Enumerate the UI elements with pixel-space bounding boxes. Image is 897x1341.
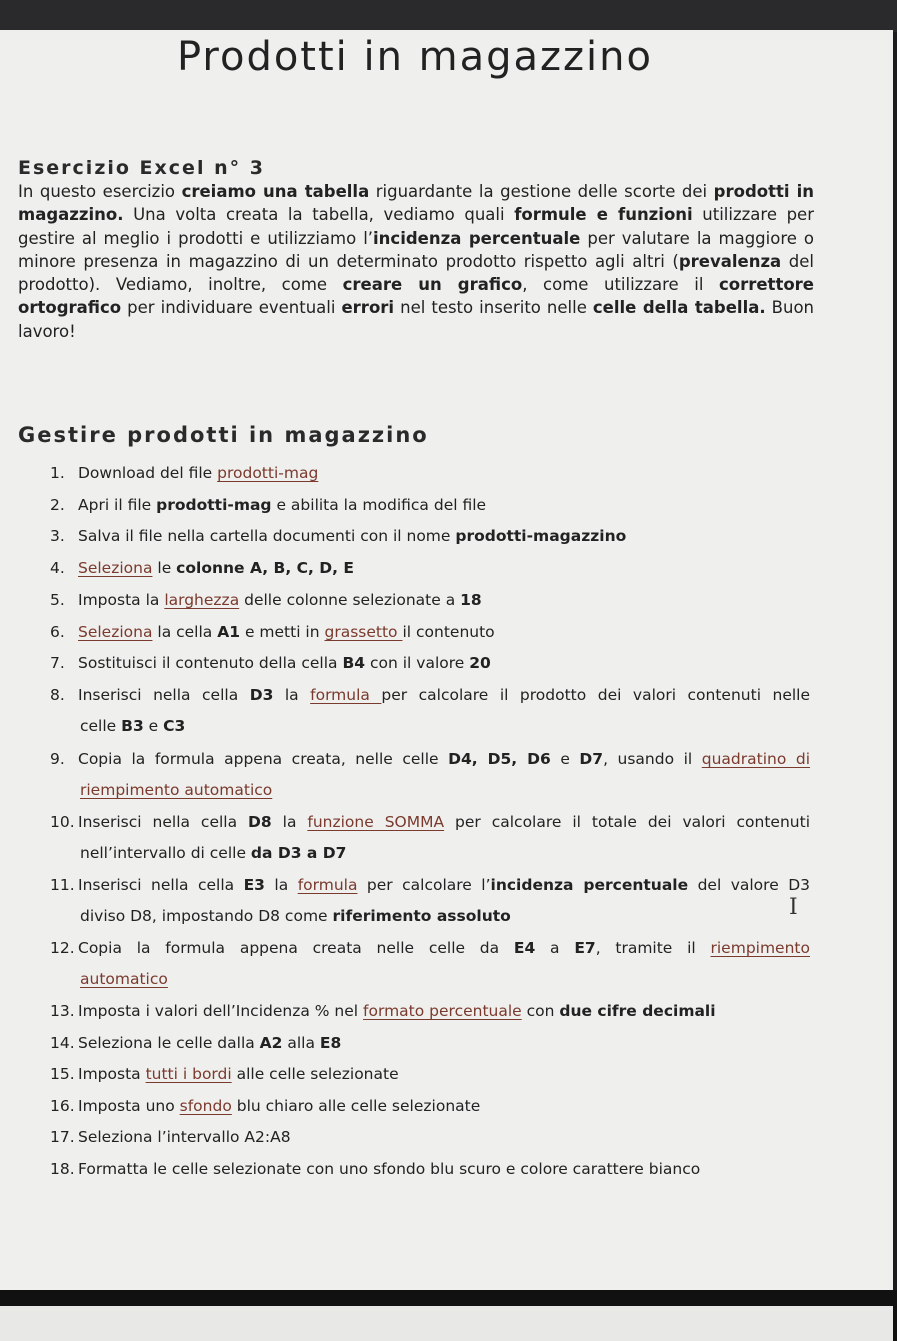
step-continuation	[50, 711, 810, 742]
step-text: e abilita la modifica del file	[271, 496, 487, 514]
step-text: Inserisci nella cella	[78, 876, 244, 894]
intro-bold-text: incidenza percentuale	[373, 228, 581, 248]
step-line	[50, 1028, 810, 1059]
step-3	[50, 521, 810, 552]
step-text: Copia la formula appena creata nelle celle da	[78, 939, 514, 957]
help-link[interactable]: formula	[310, 686, 382, 704]
intro-text: , come utilizzare il	[522, 275, 719, 295]
step-16	[50, 1091, 810, 1122]
step-bold-text: D3	[249, 686, 274, 704]
step-continuation	[50, 775, 810, 806]
help-link[interactable]: riempimento	[710, 939, 810, 957]
step-text: e metti in	[240, 623, 325, 641]
step-bold-text: due cifre decimali	[559, 1002, 716, 1020]
step-text: Imposta i valori dell’Incidenza % nel	[78, 1002, 364, 1020]
step-line	[50, 585, 810, 616]
help-link[interactable]: automatico	[80, 970, 168, 988]
step-text: celle	[80, 717, 122, 735]
intro-bold-text: formule e funzioni	[514, 205, 693, 225]
step-line	[50, 870, 810, 901]
step-11	[50, 870, 810, 932]
step-text: Download del file	[78, 464, 218, 482]
step-line	[50, 1154, 810, 1185]
step-number: 5.	[50, 591, 65, 609]
step-text: per calcolare il prodotto dei valori contenuti nelle	[381, 686, 810, 704]
step-text: Formatta le celle selezionate con uno sfondo blu scuro e colore carattere bianco	[78, 1160, 701, 1178]
step-number: 10.	[50, 813, 75, 831]
help-link[interactable]: grassetto	[324, 623, 403, 641]
intro-text: per valutare la maggiore o minore presenza in magazzino di un determinato prodotto rispetto agli altri (	[18, 228, 815, 271]
step-number: 13.	[50, 1002, 75, 1020]
intro-bold-text: prodotti in magazzino.	[18, 182, 814, 225]
help-link[interactable]: prodotti-mag	[217, 464, 319, 482]
step-line	[50, 648, 810, 679]
intro-bold-text: celle della tabella.	[592, 298, 766, 318]
step-bold-text: E8	[319, 1034, 342, 1052]
step-text: Copia la formula appena creata, nelle celle	[78, 750, 449, 768]
intro-text: In questo esercizio	[18, 182, 182, 201]
intro-bold-text: prevalenza	[678, 251, 782, 271]
step-line	[50, 1091, 810, 1122]
step-text: delle colonne selezionate a	[239, 591, 461, 609]
intro-text: nel testo inserito nelle	[394, 298, 593, 318]
step-17	[50, 1122, 810, 1153]
intro-bold-text: creare un grafico	[342, 275, 523, 295]
intro-text: Buon lavoro!	[18, 298, 814, 341]
step-line	[50, 490, 810, 521]
step-text: per calcolare l’	[357, 876, 491, 894]
step-line	[50, 553, 810, 584]
step-text: Imposta	[78, 1065, 146, 1083]
step-8	[50, 680, 810, 742]
step-15	[50, 1059, 810, 1090]
section-heading: Gestire prodotti in magazzino	[18, 423, 429, 447]
intro-bold-text: errori	[341, 298, 395, 318]
step-bold-text: D4, D5, D6	[448, 750, 551, 768]
step-number: 8.	[50, 686, 65, 704]
step-line	[50, 996, 810, 1027]
step-text: alla	[282, 1034, 320, 1052]
step-text: Seleziona l’intervallo A2:A8	[78, 1128, 291, 1146]
intro-paragraph	[18, 180, 814, 343]
step-text: con il valore	[365, 654, 470, 672]
step-text: diviso D8, impostando D8 come	[80, 907, 333, 925]
step-2	[50, 490, 810, 521]
step-18	[50, 1154, 810, 1185]
step-text: la	[273, 686, 311, 704]
help-link[interactable]: formato percentuale	[363, 1002, 522, 1020]
step-text: a	[535, 939, 575, 957]
step-bold-text: B4	[342, 654, 366, 672]
step-text: e	[143, 717, 164, 735]
step-continuation	[50, 964, 810, 995]
step-number: 9.	[50, 750, 65, 768]
help-link[interactable]: riempimento automatico	[80, 781, 273, 799]
step-text: Inserisci nella cella	[78, 686, 250, 704]
step-number: 17.	[50, 1128, 75, 1146]
intro-text: per individuare eventuali	[121, 298, 342, 318]
help-link[interactable]: funzione SOMMA	[307, 813, 445, 831]
intro-text: del prodotto). Vediamo, inoltre, come	[18, 251, 814, 295]
step-number: 15.	[50, 1065, 75, 1083]
step-bold-text: 20	[469, 654, 491, 672]
step-bold-text: incidenza percentuale	[490, 876, 689, 894]
help-link[interactable]: formula	[297, 876, 358, 894]
step-text: nell’intervallo di celle	[80, 844, 251, 862]
step-text: alle celle selezionate	[231, 1065, 399, 1083]
intro-bold-text: creiamo una tabella	[181, 182, 370, 201]
step-bold-text: A1	[217, 623, 241, 641]
step-line	[50, 617, 810, 648]
step-continuation	[50, 901, 810, 932]
step-text: Seleziona le celle dalla	[78, 1034, 260, 1052]
top-dark-band	[0, 0, 897, 32]
step-number: 3.	[50, 527, 65, 545]
step-text: Salva il file nella cartella documenti con il nome	[78, 527, 456, 545]
step-text: Imposta uno	[78, 1097, 180, 1115]
step-number: 14.	[50, 1034, 75, 1052]
step-bold-text: prodotti-magazzino	[455, 527, 627, 545]
help-link[interactable]: larghezza	[164, 591, 240, 609]
document-page	[0, 30, 893, 1290]
step-line	[50, 680, 810, 711]
step-bold-text: B3	[121, 717, 144, 735]
step-line	[50, 807, 810, 838]
help-link[interactable]: tutti i bordi	[145, 1065, 232, 1083]
intro-text: riguardante la gestione delle scorte dei	[369, 182, 714, 201]
step-number: 6.	[50, 623, 65, 641]
page-title: Prodotti in magazzino	[176, 34, 653, 80]
step-bold-text: D7	[579, 750, 604, 768]
step-line	[50, 933, 810, 964]
step-text: con	[521, 1002, 560, 1020]
step-bold-text: D8	[248, 813, 272, 831]
step-text: la	[271, 813, 308, 831]
step-text: e	[550, 750, 580, 768]
step-continuation	[50, 838, 810, 869]
help-link[interactable]: Seleziona	[78, 559, 153, 577]
step-line	[50, 1059, 810, 1090]
step-text: la cella	[152, 623, 218, 641]
step-number: 4.	[50, 559, 65, 577]
text-cursor-icon: I	[789, 895, 798, 920]
step-number: 2.	[50, 496, 65, 514]
step-text: , usando il	[603, 750, 702, 768]
step-13	[50, 996, 810, 1027]
step-10	[50, 807, 810, 869]
step-number: 16.	[50, 1097, 75, 1115]
step-bold-text: E4	[513, 939, 536, 957]
step-text: , tramite il	[595, 939, 711, 957]
step-4	[50, 553, 810, 584]
intro-text: Una volta creata la tabella, vediamo quali	[123, 205, 515, 225]
step-bold-text: prodotti-mag	[156, 496, 272, 514]
step-number: 18.	[50, 1160, 75, 1178]
step-number: 12.	[50, 939, 75, 957]
intro-bold-text: correttore ortografico	[18, 275, 814, 318]
step-bold-text: colonne A, B, C, D, E	[176, 559, 355, 577]
intro-text: utilizzare per gestire al meglio i prodotti e utilizziamo l’	[18, 205, 814, 248]
step-bold-text: riferimento assoluto	[332, 907, 511, 925]
step-text: blu chiaro alle celle selezionate	[231, 1097, 481, 1115]
step-line	[50, 744, 810, 775]
step-14	[50, 1028, 810, 1059]
step-text: le	[152, 559, 177, 577]
next-page-edge	[0, 1306, 893, 1341]
step-line	[50, 521, 810, 552]
exercise-heading: Esercizio Excel n° 3	[18, 157, 265, 179]
step-text: Imposta la	[78, 591, 165, 609]
step-12	[50, 933, 810, 995]
step-bold-text: C3	[163, 717, 186, 735]
help-link[interactable]: Seleziona	[78, 623, 153, 641]
step-text: la	[264, 876, 298, 894]
step-number: 1.	[50, 464, 65, 482]
step-7	[50, 648, 810, 679]
step-text: Sostituisci il contenuto della cella	[78, 654, 343, 672]
step-text: per calcolare il totale dei valori contenuti	[444, 813, 810, 831]
step-line	[50, 458, 810, 489]
step-bold-text: E3	[243, 876, 265, 894]
step-5	[50, 585, 810, 616]
step-text: il contenuto	[402, 623, 495, 641]
step-text: Apri il file	[78, 496, 157, 514]
step-number: 11.	[50, 876, 75, 894]
help-link[interactable]: quadratino di	[701, 750, 811, 768]
step-6	[50, 617, 810, 648]
step-number: 7.	[50, 654, 65, 672]
step-bold-text: da D3 a D7	[250, 844, 347, 862]
help-link[interactable]: sfondo	[179, 1097, 232, 1115]
step-bold-text: A2	[259, 1034, 283, 1052]
step-1	[50, 458, 810, 489]
step-line	[50, 1122, 810, 1153]
step-text: Inserisci nella cella	[78, 813, 249, 831]
step-9	[50, 744, 810, 806]
step-bold-text: 18	[460, 591, 482, 609]
step-bold-text: E7	[574, 939, 596, 957]
step-text: del valore D3	[688, 876, 810, 894]
